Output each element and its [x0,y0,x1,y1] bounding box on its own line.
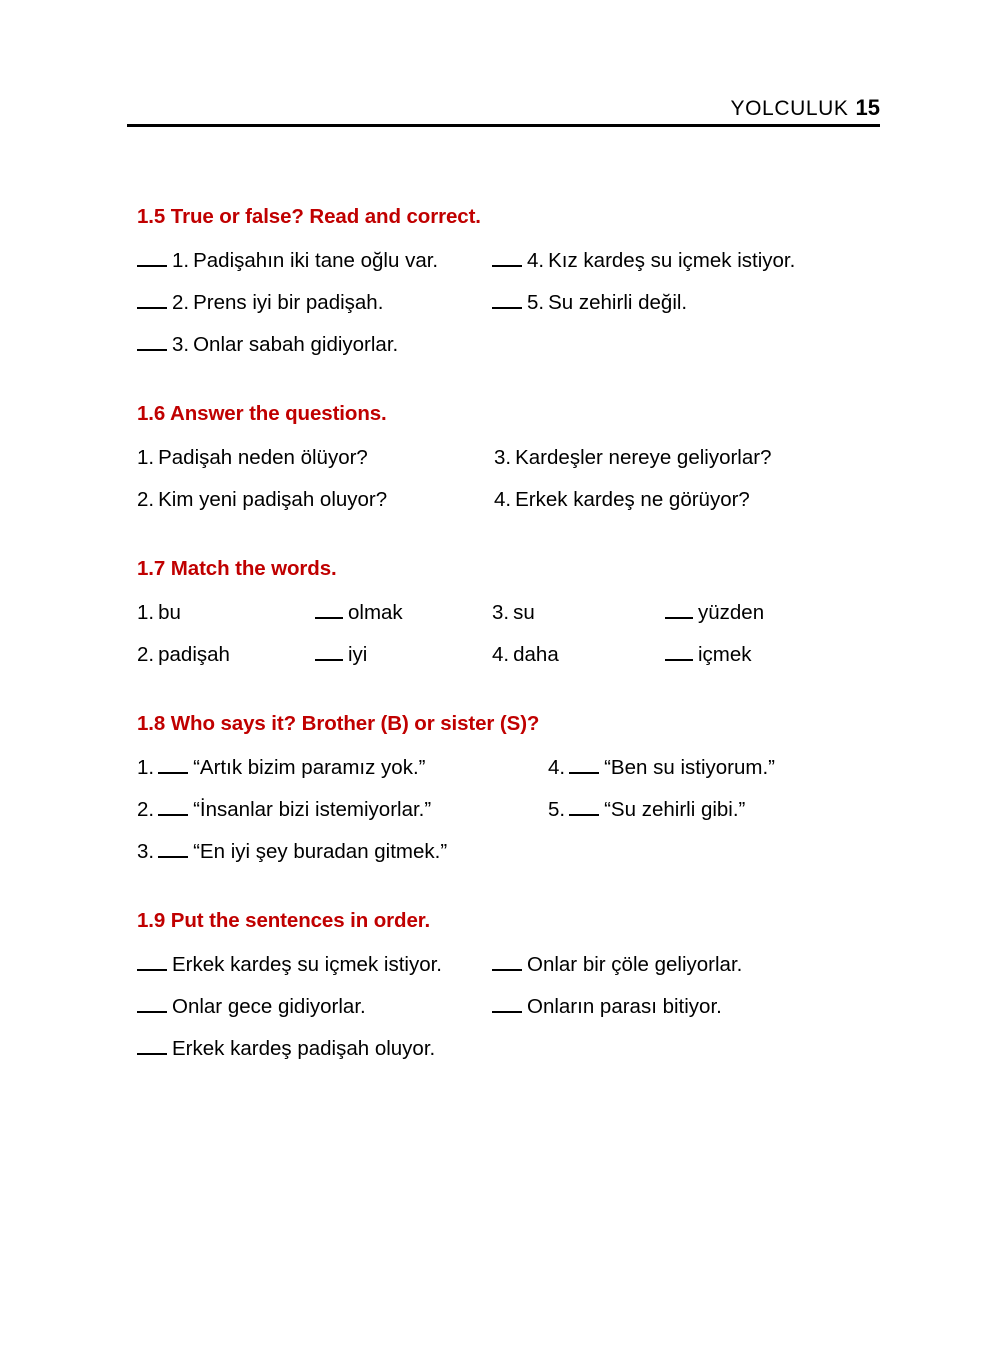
exercise-item[interactable] [548,747,775,789]
book-title: YOLCULUK [730,97,849,120]
item-text: Onlar sabah gidiyorlar. [193,333,399,356]
answer-blank[interactable] [665,603,693,619]
answer-blank[interactable] [137,1039,167,1055]
answer-blank[interactable] [492,997,522,1013]
section-heading-1-8: 1.8 Who says it? Brother (B) or sister (S)? [137,712,540,735]
item-text: “Ben su istiyorum.” [604,756,775,779]
answer-blank[interactable] [569,800,599,816]
exercise-section-1-6 [137,402,897,521]
item-text: Padişahın iki tane oğlu var. [193,249,439,272]
exercise-row [137,944,897,986]
answer-blank[interactable] [158,800,188,816]
item-number: 4. [492,643,510,666]
item-text: “Su zehirli gibi.” [604,798,746,821]
exercise-item[interactable] [137,324,398,366]
item-text: Erkek kardeş su içmek istiyor. [172,953,442,976]
match-source-word [137,634,230,676]
item-number: 5. [527,291,545,314]
answer-blank[interactable] [137,997,167,1013]
item-text: Prens iyi bir padişah. [193,291,384,314]
exercise-item [137,437,368,479]
page-header [127,95,880,121]
item-number: 1. [172,249,190,272]
item-number: 1. [137,601,155,624]
item-text: Onların parası bitiyor. [527,995,722,1018]
exercise-item[interactable] [492,240,795,282]
exercise-row [137,831,897,873]
answer-blank[interactable] [137,293,167,309]
exercise-section-1-7 [137,557,897,676]
match-source-word [492,634,559,676]
item-number: 2. [137,488,155,511]
exercise-row [137,747,897,789]
item-text: “İnsanlar bizi istemiyorlar.” [193,798,432,821]
answer-blank[interactable] [315,645,343,661]
exercise-row [137,986,897,1028]
item-number: 2. [172,291,190,314]
item-text: Onlar gece gidiyorlar. [172,995,366,1018]
exercise-item[interactable] [137,282,383,324]
exercise-item[interactable] [137,789,431,831]
item-number: 5. [548,798,566,821]
exercise-row [137,789,897,831]
item-text: “En iyi şey buradan gitmek.” [193,840,448,863]
item-number: 4. [494,488,512,511]
item-number: 1. [137,446,155,469]
item-text: Erkek kardeş ne görüyor? [515,488,750,511]
answer-blank[interactable] [158,842,188,858]
item-text: Su zehirli değil. [548,291,688,314]
exercise-item [494,437,772,479]
exercise-item[interactable] [137,986,366,1028]
exercise-item[interactable] [492,282,687,324]
exercise-row [137,1028,897,1070]
item-text: Kardeşler nereye geliyorlar? [515,446,772,469]
page-number: 15 [855,95,880,120]
match-target-word[interactable] [315,592,403,634]
answer-blank[interactable] [492,955,522,971]
item-number: 3. [172,333,190,356]
item-text: daha [513,643,559,666]
exercise-item[interactable] [492,986,722,1028]
exercise-row [137,240,897,282]
item-text: bu [158,601,181,624]
exercise-item[interactable] [548,789,745,831]
item-number: 4. [527,249,545,272]
item-text: içmek [698,643,752,666]
match-target-word[interactable] [665,634,752,676]
exercise-section-1-8 [137,712,897,873]
item-number: 3. [492,601,510,624]
answer-blank[interactable] [315,603,343,619]
answer-blank[interactable] [665,645,693,661]
exercise-section-1-9 [137,909,897,1070]
answer-blank[interactable] [137,251,167,267]
exercise-section-1-5 [137,205,897,366]
section-heading-1-5: 1.5 True or false? Read and correct. [137,205,481,228]
section-heading-1-6: 1.6 Answer the questions. [137,402,387,425]
answer-blank[interactable] [158,758,188,774]
exercise-item [137,479,387,521]
item-text: Kim yeni padişah oluyor? [158,488,388,511]
header-divider [127,124,880,127]
match-row [137,592,897,634]
exercise-item[interactable] [137,747,425,789]
item-number: 2. [137,643,155,666]
item-text: “Artık bizim paramız yok.” [193,756,426,779]
answer-blank[interactable] [492,251,522,267]
item-number: 3. [494,446,512,469]
answer-blank[interactable] [137,955,167,971]
item-text: iyi [348,643,368,666]
match-row [137,634,897,676]
item-number: 3. [137,840,155,863]
exercise-item[interactable] [492,944,742,986]
match-source-word [492,592,535,634]
item-text: Kız kardeş su içmek istiyor. [548,249,796,272]
item-text: Erkek kardeş padişah oluyor. [172,1037,436,1060]
match-target-word[interactable] [315,634,367,676]
item-text: padişah [158,643,230,666]
item-text: yüzden [698,601,765,624]
exercise-row [137,437,897,479]
answer-blank[interactable] [137,335,167,351]
exercise-item[interactable] [137,240,438,282]
item-text: su [513,601,535,624]
exercise-item[interactable] [137,831,447,873]
exercise-row [137,479,897,521]
exercise-item [494,479,750,521]
exercise-row [137,282,897,324]
section-heading-1-9: 1.9 Put the sentences in order. [137,909,431,932]
section-heading-1-7: 1.7 Match the words. [137,557,337,580]
item-text: Padişah neden ölüyor? [158,446,368,469]
answer-blank[interactable] [569,758,599,774]
exercise-content [137,205,897,1070]
item-number: 4. [548,756,566,779]
item-text: Onlar bir çöle geliyorlar. [527,953,743,976]
exercise-item[interactable] [137,944,442,986]
match-target-word[interactable] [665,592,764,634]
exercise-row [137,324,897,366]
item-number: 1. [137,756,155,779]
match-source-word [137,592,181,634]
answer-blank[interactable] [492,293,522,309]
item-number: 2. [137,798,155,821]
item-text: olmak [348,601,403,624]
exercise-item[interactable] [137,1028,435,1070]
